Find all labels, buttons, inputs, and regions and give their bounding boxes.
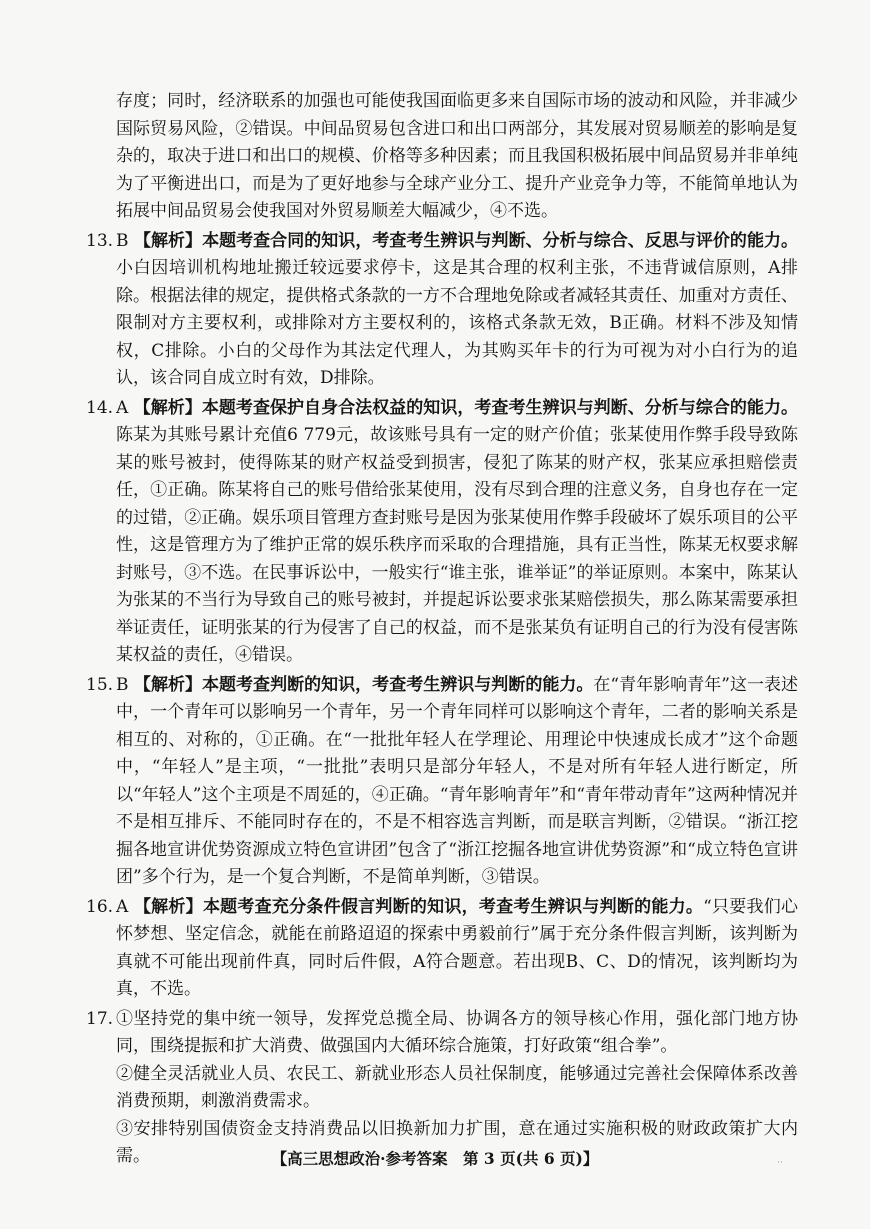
analysis-tag: 【解析】 bbox=[133, 674, 202, 695]
analysis-tag: 【解析】 bbox=[133, 397, 202, 418]
answer-14 bbox=[86, 395, 798, 670]
question-number: 13. bbox=[86, 230, 114, 251]
analysis-lead: 本题考查保护自身合法权益的知识，考查考生辨识与判断、分析与综合的能力。 bbox=[201, 397, 799, 418]
analysis-lead: 本题考查充分条件假言判断的知识，考查考生辨识与判断的能力。 bbox=[202, 896, 704, 917]
paragraph-text: 存度；同时，经济联系的加强也可能使我国面临更多来自国际市场的波动和风险，并非减少国际贸易风险，②错误。中间品贸易包含进口和出口两部分，其发展对贸易顺差的影响是复杂的，取决于进口和出口的规模、价格等多种因素；而且我国积极拓展中间品贸易并非单纯为了平衡进出口，而是为了更好地参与全球产业分工、提升产业竞争力等，不能简单地认为拓展中间品贸易会使我国对外贸易顺差大幅减少，④不选。 bbox=[116, 91, 798, 221]
analysis-body: 在“青年影响青年”这一表述中，一个青年可以影响另一个青年，另一个青年同样可以影响这个青年，二者的影响关系是相互的、对称的，①正确。在“一批批年轻人在学理论、用理论中快速成长成才”这个命题中，“年轻人”是主项，“一批批”表明只是部分年轻人，不是对所有年轻人进行断定，所以“年轻人”这个主项是不周延的，④正确。“青年影响青年”和“青年带动青年”这两种情况并不是相互排斥、不能同时存在的，不是不相容选言判断，而是联言判断，②错误。“浙江挖掘各地宣讲优势资源成立特色宣讲团”包含了“浙江挖掘各地宣讲优势资源”和“成立特色宣讲团”多个行为，是一个复合判断，不是简单判断，③错误。 bbox=[116, 674, 798, 887]
answer-content bbox=[86, 88, 798, 1171]
answer-17-point-1 bbox=[86, 1006, 798, 1061]
answer-letter: A bbox=[116, 896, 129, 917]
answer-13 bbox=[86, 228, 798, 393]
analysis-body: 小白因培训机构地址搬迁较远要求停卡，这是其合理的权利主张，不违背诚信原则，A排除。根据法律的规定，提供格式条款的一方不合理地免除或者减轻其责任、加重对方责任、限制对方主要权利，或排除对方主要权利的，该格式条款无效，B正确。材料不涉及知情权，C排除。小白的父母作为其法定代理人，为其购买年卡的行为可视为对小白行为的追认，该合同自成立时有效，D排除。 bbox=[116, 258, 798, 388]
answer-letter: A bbox=[116, 397, 129, 418]
answer-15 bbox=[86, 672, 798, 892]
answer-17-point-2 bbox=[86, 1061, 798, 1116]
answer-12-continuation bbox=[86, 88, 798, 226]
page-mark: ·· bbox=[777, 1158, 783, 1168]
analysis-body: “只要我们心怀梦想、坚定信念，就能在前路迢迢的探索中勇毅前行”属于充分条件假言判断，该判断为真就不可能出现前件真，同时后件假，A符合题意。若出现B、C、D的情况，该判断均为真，不选。 bbox=[116, 896, 799, 999]
paragraph-text: ③安排特别国债资金支持消费品以旧换新加力扩围，意在通过实施积极的财政政策扩大内需。 bbox=[116, 1118, 798, 1166]
answer-letter: B bbox=[116, 674, 129, 695]
analysis-lead: 本题考查判断的知识，考查考生辨识与判断的能力。 bbox=[202, 674, 594, 695]
page-footer: 【高三思想政治·参考答案 第 3 页(共 6 页)】 bbox=[271, 1149, 599, 1168]
question-number: 17. bbox=[86, 1008, 114, 1029]
question-number: 16. bbox=[86, 896, 114, 917]
question-number: 15. bbox=[86, 674, 114, 695]
paragraph-text: ①坚持党的集中统一领导，发挥党总揽全局、协调各方的领导核心作用，强化部门地方协同，围绕提振和扩大消费、做强国内大循环综合施策，打好政策“组合拳”。 bbox=[116, 1008, 798, 1056]
analysis-tag: 【解析】 bbox=[133, 896, 203, 917]
answer-letter: B bbox=[116, 230, 129, 251]
answer-16 bbox=[86, 894, 798, 1004]
analysis-body: 陈某为其账号累计充值6 779元，故该账号具有一定的财产价值；张某使用作弊手段导致陈某的账号被封，使得陈某的财产权益受到损害，侵犯了陈某的财产权，张某应承担赔偿责任，①正确。陈某将自己的账号借给张某使用，没有尽到合理的注意义务，自身也存在一定的过错，②正确。娱乐项目管理方查封账号是因为张某使用作弊手段破坏了娱乐项目的公平性，这是管理方为了维护正常的娱乐秩序而采取的合理措施，具有正当性，陈某无权要求解封账号，③不选。在民事诉讼中，一般实行“谁主张，谁举证”的举证原则。本案中，陈某认为张某的不当行为导致自己的账号被封，并提起诉讼要求张某赔偿损失，那么陈某需要承担举证责任，证明张某的行为侵害了自己的权益，而不是张某负有证明自己的行为没有侵害陈某权益的责任，④错误。 bbox=[116, 425, 798, 665]
paragraph-text: ②健全灵活就业人员、农民工、新就业形态人员社保制度，能够通过完善社会保障体系改善消费预期，刺激消费需求。 bbox=[116, 1063, 798, 1111]
question-number: 14. bbox=[86, 397, 114, 418]
analysis-tag: 【解析】 bbox=[133, 230, 203, 251]
analysis-lead: 本题考查合同的知识，考查考生辨识与判断、分析与综合、反思与评价的能力。 bbox=[202, 230, 799, 251]
